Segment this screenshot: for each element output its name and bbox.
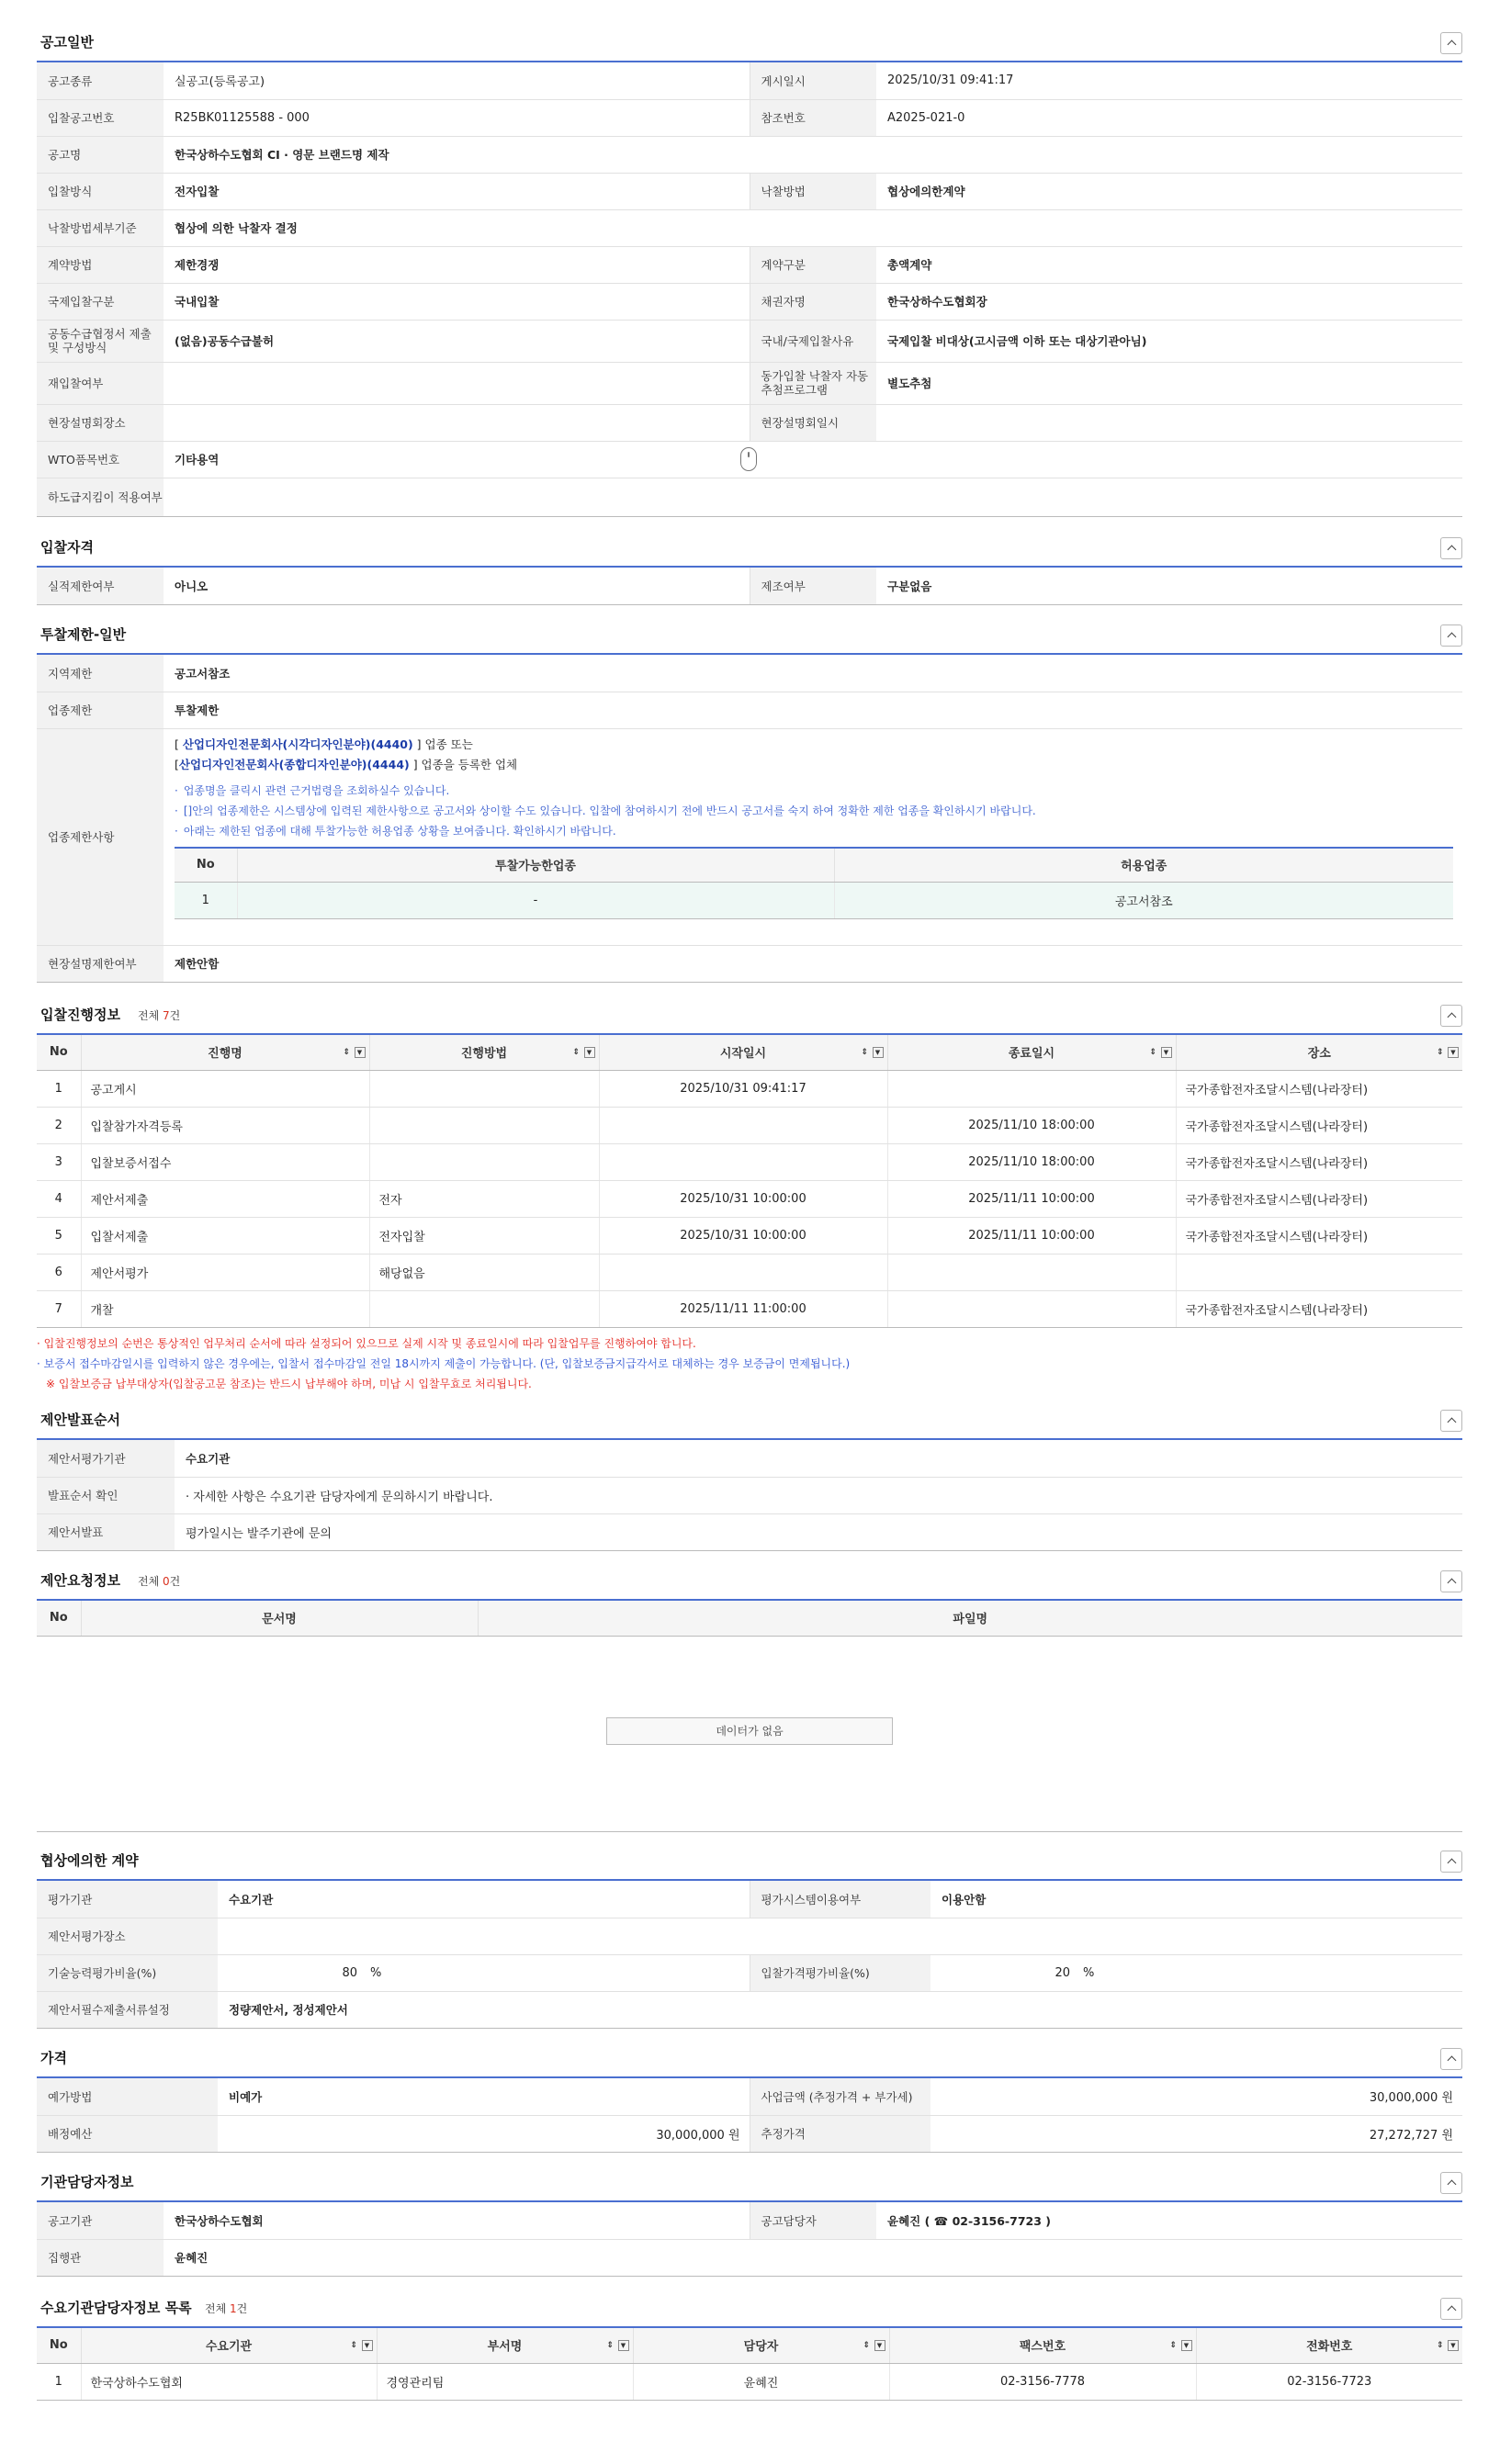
- agency-table: [37, 2202, 1462, 2277]
- divider: [37, 1831, 1462, 1832]
- section-header: [37, 1564, 1462, 1601]
- table-row: 3 입찰보증서접수 2025/11/10 18:00:00 국가종합전자조달시스템(나라장터): [37, 1143, 1462, 1180]
- industry-link[interactable]: 산업디자인전문회사(시각디자인분야)(4440): [182, 737, 413, 751]
- section-agency: [37, 2166, 1462, 2277]
- table-row: [37, 2115, 1462, 2152]
- collapse-toggle-icon[interactable]: [1440, 1410, 1462, 1432]
- progress-notes: [37, 1333, 1462, 1394]
- value: [164, 404, 750, 441]
- table-row: 1 공고게시 2025/10/31 09:41:17 국가종합전자조달시스템(나라장터): [37, 1070, 1462, 1107]
- value: 협상에의한계약: [876, 173, 1462, 209]
- value: 실공고(등록공고): [164, 62, 750, 99]
- label: 국제입찰구분: [37, 283, 164, 320]
- value: 한국상하수도협회 CI · 영문 브랜드명 제작: [164, 136, 1462, 173]
- value: 30,000,000 원: [218, 2115, 750, 2152]
- column-header: 문서명: [81, 1601, 478, 1636]
- value: 총액계약: [876, 246, 1462, 283]
- section-price: [37, 2042, 1462, 2153]
- collapse-toggle-icon[interactable]: [1440, 32, 1462, 54]
- table-header-row: [37, 1601, 1462, 1636]
- label: 제안서평가장소: [37, 1918, 218, 1954]
- sort-icon[interactable]: ⇕ ▼: [1437, 1047, 1459, 1058]
- table-row: 5 입찰서제출 전자입찰 2025/10/31 10:00:00 2025/11/11 10:00:00 국가종합전자조달시스템(나라장터): [37, 1217, 1462, 1254]
- restriction-line: [ 산업디자인전문회사(시각디자인분야)(4440) ] 업종 또는: [175, 737, 473, 751]
- label: 현장설명제한여부: [37, 945, 164, 982]
- value: 평가일시는 발주기관에 문의: [175, 1513, 1462, 1550]
- label: 현장설명회장소: [37, 404, 164, 441]
- progress-table: [37, 1035, 1462, 1328]
- empty-message: 데이터가 없음: [606, 1717, 893, 1745]
- value: 투찰제한: [164, 692, 1462, 728]
- collapse-toggle-icon[interactable]: [1440, 2172, 1462, 2194]
- label: 공고명: [37, 136, 164, 173]
- label: 제안서필수제출서류설정: [37, 1991, 218, 2028]
- mouse-cursor-icon: [740, 447, 757, 471]
- sort-icon[interactable]: ⇕ ▼: [607, 2340, 629, 2351]
- note: · 보증서 접수마감일시를 입력하지 않은 경우에는, 입찰서 접수마감일 전일 18시까지 제출이 가능합니다. (단, 입찰보증금지급각서로 대체하는 경우 보증금이 면제됩니다.): [37, 1356, 851, 1370]
- value: 27,272,727 원: [930, 2115, 1462, 2152]
- label: 입찰방식: [37, 173, 164, 209]
- industry-link[interactable]: 산업디자인전문회사(종합디자인분야)(4444): [178, 757, 410, 771]
- table-row: [37, 2239, 1462, 2276]
- column-header-sortable[interactable]: 시작일시 ⇕ ▼: [599, 1035, 887, 1070]
- column-header: No: [37, 1601, 81, 1636]
- table-row: [37, 1513, 1462, 1550]
- label: 재입찰여부: [37, 362, 164, 404]
- value: 제한안함: [164, 945, 1462, 982]
- label: 지역제한: [37, 655, 164, 692]
- label: 하도급지킴이 적용여부: [37, 478, 164, 516]
- label: 현장설명회일시: [750, 404, 876, 441]
- label: 채권자명: [750, 283, 876, 320]
- section-title: 제안발표순서: [40, 1412, 120, 1428]
- demand-table: [37, 2328, 1462, 2401]
- value: 협상에 의한 낙찰자 결정: [164, 209, 1462, 246]
- value: 수요기관: [218, 1881, 750, 1918]
- note: · 업종명을 클릭시 관련 근거법령을 조회하실수 있습니다.: [175, 781, 1453, 801]
- value: 30,000,000 원: [930, 2078, 1462, 2115]
- table-row: [37, 1954, 1462, 1991]
- column-header-sortable[interactable]: 진행명 ⇕ ▼: [81, 1035, 369, 1070]
- table-row: [37, 1991, 1462, 2028]
- table-row: [175, 883, 1453, 919]
- section-header: [37, 2166, 1462, 2202]
- label: 추정가격: [750, 2115, 930, 2152]
- label: 실적제한여부: [37, 568, 164, 604]
- label: 집행관: [37, 2239, 164, 2276]
- label: WTO품목번호: [37, 441, 164, 478]
- restriction-line: [산업디자인전문회사(종합디자인분야)(4444) ] 업종을 등록한 업체: [175, 757, 518, 771]
- section-header: [37, 998, 1462, 1035]
- label: 업종제한: [37, 692, 164, 728]
- column-header-sortable[interactable]: 담당자 ⇕ ▼: [633, 2328, 889, 2363]
- column-header-sortable[interactable]: 수요기관 ⇕ ▼: [81, 2328, 377, 2363]
- value: 이용안함: [930, 1881, 1462, 1918]
- label: 입찰가격평가비율(%): [750, 1954, 930, 1991]
- price-table: [37, 2078, 1462, 2153]
- table-header-row: [175, 848, 1453, 883]
- sort-icon[interactable]: ⇕ ▼: [862, 1047, 884, 1058]
- section-header: [37, 1403, 1462, 1440]
- total-count: 전체 1건: [205, 2302, 248, 2315]
- collapse-toggle-icon[interactable]: [1440, 624, 1462, 647]
- column-header: No: [37, 1035, 81, 1070]
- collapse-toggle-icon[interactable]: [1440, 537, 1462, 559]
- table-row: 1 한국상하수도협회 경영관리팀 윤혜진 02-3156-7778 02-3156-7723: [37, 2363, 1462, 2400]
- table-header-row: [37, 2328, 1462, 2363]
- label: 배정예산: [37, 2115, 218, 2152]
- table-row: [37, 1881, 1462, 1918]
- cell: -: [237, 883, 834, 919]
- section-restriction: [37, 618, 1462, 983]
- table-row: [37, 1440, 1462, 1477]
- label: 제안서발표: [37, 1513, 175, 1550]
- table-header-row: [37, 1035, 1462, 1070]
- value: 아니오: [164, 568, 750, 604]
- table-row: [37, 945, 1462, 982]
- section-header: [37, 26, 1462, 62]
- sort-icon[interactable]: ⇕ ▼: [344, 1047, 366, 1058]
- sort-icon[interactable]: ⇕ ▼: [1170, 2340, 1192, 2351]
- section-header: [37, 531, 1462, 568]
- table-row: [37, 136, 1462, 173]
- section-title: 입찰진행정보: [40, 1007, 120, 1023]
- value: 별도추첨: [876, 362, 1462, 404]
- label: 제조여부: [750, 568, 876, 604]
- table-row: 2 입찰참가자격등록 2025/11/10 18:00:00 국가종합전자조달시스템(나라장터): [37, 1107, 1462, 1143]
- value: [218, 1918, 1462, 1954]
- label: 평가기관: [37, 1881, 218, 1918]
- column-header: 파일명: [478, 1601, 1462, 1636]
- section-header: [37, 2042, 1462, 2078]
- sort-icon[interactable]: ⇕ ▼: [351, 2340, 373, 2351]
- cell: 1: [175, 883, 237, 919]
- table-row: [37, 62, 1462, 99]
- table-row: [37, 655, 1462, 692]
- section-presentation: [37, 1403, 1462, 1551]
- label: 공동수급협정서 제출 및 구성방식: [37, 320, 164, 362]
- label: 사업금액 (추정가격 + 부가세): [750, 2078, 930, 2115]
- collapse-toggle-icon[interactable]: [1440, 1851, 1462, 1873]
- value: 국내입찰: [164, 283, 750, 320]
- section-title: 공고일반: [40, 34, 94, 51]
- section-header: [37, 618, 1462, 655]
- label: 공고담당자: [750, 2202, 876, 2239]
- label: 낙찰방법세부기준: [37, 209, 164, 246]
- table-row: [37, 568, 1462, 604]
- value: 제한경쟁: [164, 246, 750, 283]
- section-title: 가격: [40, 2050, 67, 2066]
- restriction-notes: [175, 781, 1453, 841]
- column-header: 투찰가능한업종: [237, 848, 834, 883]
- label: 입찰공고번호: [37, 99, 164, 136]
- label: 계약방법: [37, 246, 164, 283]
- value: 국제입찰 비대상(고시금액 이하 또는 대상기관아님): [876, 320, 1462, 362]
- section-header: [37, 2291, 1462, 2328]
- label: 계약구분: [750, 246, 876, 283]
- section-qualification: [37, 531, 1462, 605]
- value: 80 %: [218, 1954, 750, 1991]
- value: A2025-021-0: [876, 99, 1462, 136]
- label: 공고기관: [37, 2202, 164, 2239]
- table-row: [37, 478, 1462, 516]
- value: 전자입찰: [164, 173, 750, 209]
- column-header: 허용업종: [834, 848, 1453, 883]
- table-row: [37, 1477, 1462, 1513]
- table-row: [37, 362, 1462, 404]
- value: [164, 478, 1462, 516]
- value: 윤혜진: [164, 2239, 1462, 2276]
- section-title: 협상에의한 계약: [40, 1852, 139, 1869]
- value: R25BK01125588 - 000: [164, 99, 750, 136]
- note: · 아래는 제한된 업종에 대해 투찰가능한 허용업종 상황을 보여줍니다. 확인하시기 바랍니다.: [175, 821, 1453, 841]
- value: 공고서참조: [164, 655, 1462, 692]
- table-row: 7 개찰 2025/11/11 11:00:00 국가종합전자조달시스템(나라장터): [37, 1290, 1462, 1327]
- section-title: 제안요청정보: [40, 1572, 120, 1589]
- value: 한국상하수도협회장: [876, 283, 1462, 320]
- qualification-table: [37, 568, 1462, 605]
- table-row: [37, 99, 1462, 136]
- label: 발표순서 확인: [37, 1477, 175, 1513]
- value: 한국상하수도협회: [164, 2202, 750, 2239]
- table-row: [37, 320, 1462, 362]
- value: 2025/10/31 09:41:17: [876, 62, 1462, 99]
- value: (없음)공동수급불허: [164, 320, 750, 362]
- column-header-sortable[interactable]: 진행방법 ⇕ ▼: [369, 1035, 599, 1070]
- section-title: 투찰제한-일반: [40, 626, 127, 643]
- collapse-toggle-icon[interactable]: [1440, 2048, 1462, 2070]
- label: 업종제한사항: [37, 728, 164, 945]
- section-title: 수요기관담당자정보 목록: [40, 2300, 192, 2316]
- table-row: [37, 1918, 1462, 1954]
- label: 예가방법: [37, 2078, 218, 2115]
- label: 국내/국제입찰사유: [750, 320, 876, 362]
- column-header-sortable[interactable]: 종료일시 ⇕ ▼: [887, 1035, 1176, 1070]
- sort-icon[interactable]: ⇕ ▼: [1150, 1047, 1172, 1058]
- note: ※ 입찰보증금 납부대상자(입찰공고문 참조)는 반드시 납부해야 하며, 미납 시 입찰무효로 처리됩니다.: [46, 1377, 532, 1390]
- table-row: [37, 692, 1462, 728]
- column-header-sortable[interactable]: 전화번호 ⇕ ▼: [1196, 2328, 1462, 2363]
- value: 기타용역: [164, 441, 1462, 478]
- label: 낙찰방법: [750, 173, 876, 209]
- section-header: [37, 1844, 1462, 1881]
- label: 공고종류: [37, 62, 164, 99]
- section-negotiation: [37, 1844, 1462, 2029]
- table-row: [37, 404, 1462, 441]
- table-row: [37, 283, 1462, 320]
- label: 동가입찰 낙찰자 자동추첨프로그램: [750, 362, 876, 404]
- restriction-detail: [164, 728, 1462, 945]
- value: 20 %: [930, 1954, 1462, 1991]
- value: 수요기관: [175, 1440, 1462, 1477]
- sort-icon[interactable]: ⇕ ▼: [863, 2340, 885, 2351]
- table-row: [37, 2078, 1462, 2115]
- section-demand: [37, 2291, 1462, 2401]
- note: · []안의 업종제한은 시스템상에 입력된 제한사항으로 공고서와 상이할 수도 있습니다. 입찰에 참여하시기 전에 반드시 공고서를 숙지 하여 정확한 제한 업종을 확인하시기 바랍니다.: [175, 801, 1453, 821]
- section-title: 입찰자격: [40, 539, 94, 556]
- sort-icon[interactable]: ⇕ ▼: [573, 1047, 595, 1058]
- presentation-table: [37, 1440, 1462, 1551]
- label: 기술능력평가비율(%): [37, 1954, 218, 1991]
- label: 평가시스템이용여부: [750, 1881, 930, 1918]
- collapse-toggle-icon[interactable]: [1440, 1570, 1462, 1592]
- column-header: No: [37, 2328, 81, 2363]
- label: 참조번호: [750, 99, 876, 136]
- table-row: [37, 173, 1462, 209]
- section-progress: [37, 998, 1462, 1394]
- section-request: [37, 1564, 1462, 1832]
- section-general: [37, 26, 1462, 517]
- table-row: 4 제안서제출 전자 2025/10/31 10:00:00 2025/11/11 10:00:00 국가종합전자조달시스템(나라장터): [37, 1180, 1462, 1217]
- total-count: 전체 0건: [138, 1575, 181, 1588]
- cell: 공고서참조: [834, 883, 1453, 919]
- table-row: 6 제안서평가 해당없음: [37, 1254, 1462, 1290]
- collapse-toggle-icon[interactable]: [1440, 1005, 1462, 1027]
- table-row: [37, 209, 1462, 246]
- column-header-sortable[interactable]: 부서명 ⇕ ▼: [377, 2328, 633, 2363]
- total-count: 전체 7건: [138, 1009, 181, 1022]
- request-table: [37, 1601, 1462, 1637]
- table-row: [37, 246, 1462, 283]
- sort-icon[interactable]: ⇕ ▼: [1437, 2340, 1459, 2351]
- value: 비예가: [218, 2078, 750, 2115]
- label: 게시일시: [750, 62, 876, 99]
- column-header-sortable[interactable]: 장소 ⇕ ▼: [1176, 1035, 1462, 1070]
- allowed-industry-table: [175, 847, 1453, 920]
- label: 제안서평가기관: [37, 1440, 175, 1477]
- column-header: No: [175, 848, 237, 883]
- section-title: 기관담당자정보: [40, 2174, 134, 2190]
- value: [164, 362, 750, 404]
- negotiation-table: [37, 1881, 1462, 2029]
- table-row: [37, 2202, 1462, 2239]
- value: 윤혜진 ( ☎ 02-3156-7723 ): [876, 2202, 1462, 2239]
- value: [876, 404, 1462, 441]
- note: · 입찰진행정보의 순번은 통상적인 업무처리 순서에 따라 설정되어 있으므로 실제 시작 및 종료일시에 따라 입찰업무를 진행하여야 합니다.: [37, 1336, 696, 1350]
- value: 구분없음: [876, 568, 1462, 604]
- table-row: [37, 728, 1462, 945]
- column-header-sortable[interactable]: 팩스번호 ⇕ ▼: [889, 2328, 1196, 2363]
- value: · 자세한 사항은 수요기관 담당자에게 문의하시기 바랍니다.: [175, 1477, 1462, 1513]
- collapse-toggle-icon[interactable]: [1440, 2298, 1462, 2320]
- value: 정량제안서, 정성제안서: [218, 1991, 1462, 2028]
- restriction-table: [37, 655, 1462, 983]
